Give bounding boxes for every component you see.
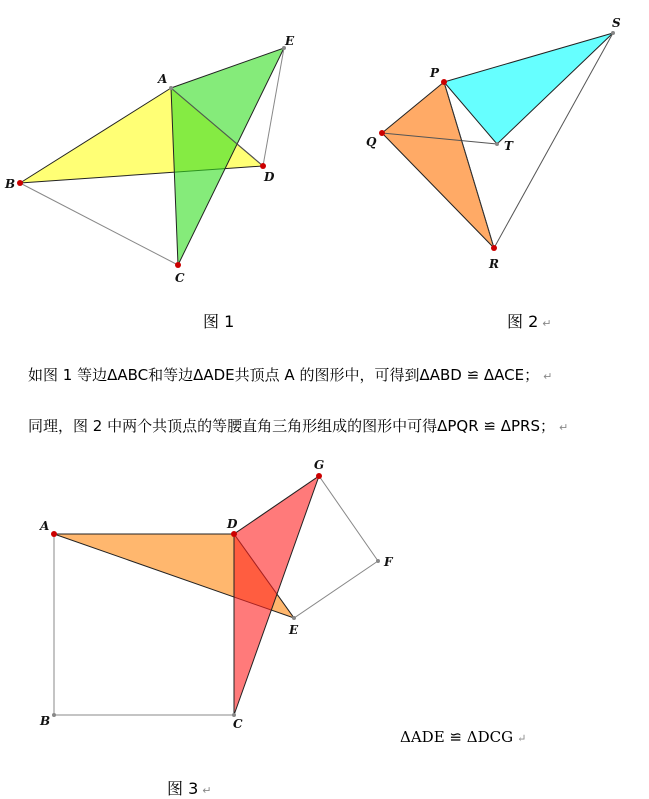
label-T: T <box>504 139 513 153</box>
point-A <box>51 531 57 537</box>
triangle-ACE <box>171 48 284 265</box>
point-G <box>316 473 322 479</box>
point-B <box>17 180 23 186</box>
figure-2-caption-text: 图 2 <box>507 312 539 331</box>
point-S <box>611 31 615 35</box>
point-C <box>175 262 181 268</box>
label-F: F <box>384 555 393 569</box>
return-mark: ↵ <box>202 784 212 797</box>
return-mark: ↵ <box>542 317 552 330</box>
label-E: E <box>285 34 295 48</box>
paragraph-1 <box>28 364 552 385</box>
paragraph-1-text: 如图 1 等边ΔABC和等边ΔADE共顶点 A 的图形中，可得到ΔABD ≌ ΔACE； <box>28 366 540 384</box>
figure-2 <box>366 16 621 271</box>
label-G: G <box>314 458 325 472</box>
congruence-statement <box>400 728 526 746</box>
label-P: P <box>430 66 440 80</box>
figure-3-caption <box>167 776 212 799</box>
point-Q <box>379 130 385 136</box>
label-B: B <box>40 714 51 728</box>
point-P <box>441 79 447 85</box>
figure-1 <box>4 34 295 285</box>
figure-2-caption <box>507 309 552 332</box>
point-F <box>376 559 380 563</box>
figure-1-caption: 图 1 <box>203 312 235 331</box>
label-A: A <box>158 72 168 86</box>
segment-BC <box>20 183 178 265</box>
triangle-DCG <box>234 476 319 715</box>
label-A: A <box>40 519 50 533</box>
return-mark: ↵ <box>517 732 527 745</box>
figure-3 <box>39 458 394 731</box>
return-mark: ↵ <box>543 370 553 383</box>
label-D: D <box>227 517 238 531</box>
label-E: E <box>289 623 299 637</box>
paragraph-2 <box>28 415 568 436</box>
point-D <box>260 163 266 169</box>
label-R: R <box>489 257 499 271</box>
label-C: C <box>233 717 243 731</box>
congruence-text: ΔADE ≌ ΔDCG <box>400 728 514 746</box>
return-mark: ↵ <box>558 421 569 434</box>
paragraph-2-text: 同理，图 2 中两个共顶点的等腰直角三角形组成的图形中可得ΔPQR ≌ ΔPRS； <box>28 417 555 435</box>
point-R <box>491 245 497 251</box>
triangle-PST <box>444 33 613 144</box>
label-D: D <box>264 170 275 184</box>
label-C: C <box>175 271 185 285</box>
label-Q: Q <box>366 135 377 149</box>
point-T <box>495 142 499 146</box>
figure-3-caption-text: 图 3 <box>167 779 199 798</box>
label-B: B <box>5 177 16 191</box>
point-B <box>52 713 56 717</box>
point-E <box>292 616 296 620</box>
point-D <box>231 531 237 537</box>
label-S: S <box>612 16 621 30</box>
point-A <box>169 86 173 90</box>
